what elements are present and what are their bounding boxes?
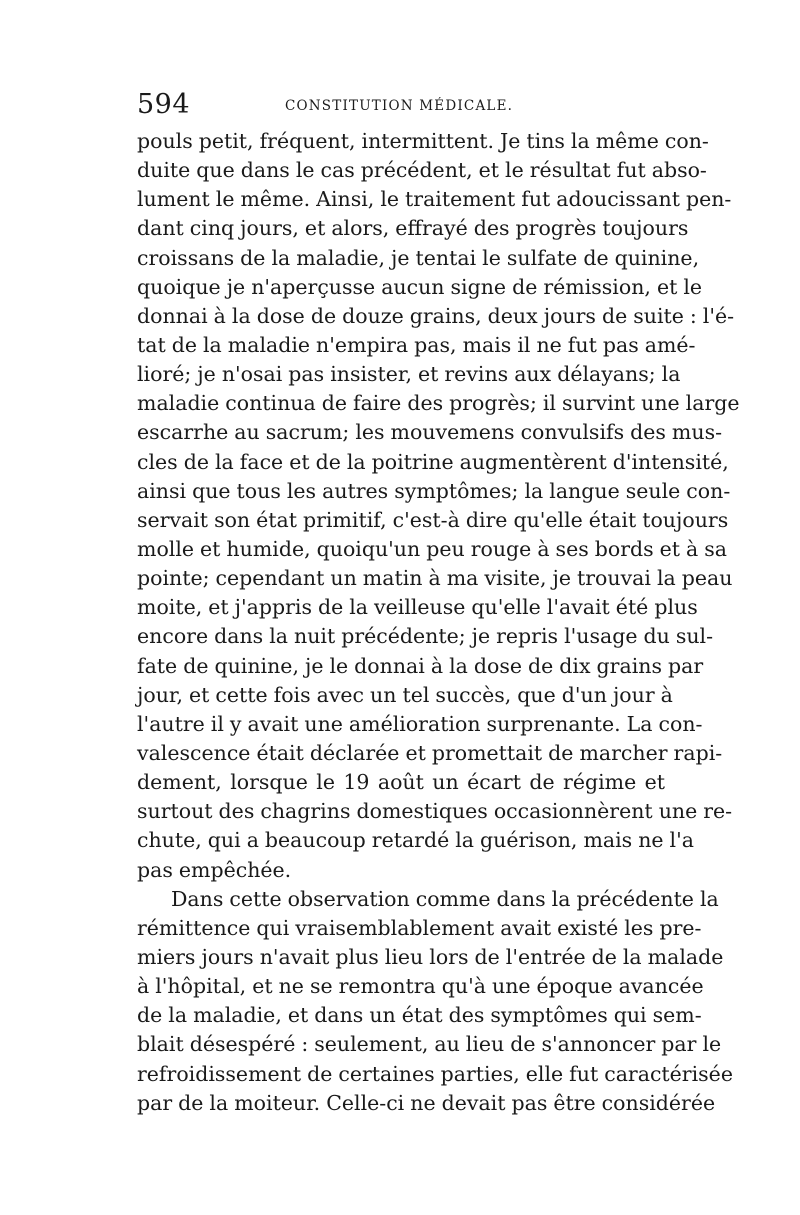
text-line: ainsi que tous les autres symptômes; la langue seule con- [137, 478, 731, 503]
running-title: CONSTITUTION MÉDICALE. [285, 98, 514, 114]
text-line: moite, et j'appris de la veilleuse qu'elle l'avait été plus [137, 595, 698, 620]
text-line: rémittence qui vraisemblablement avait existé les pre- [137, 915, 702, 940]
text-line: miers jours n'avait plus lieu lors de l'entrée de la malade [137, 944, 724, 969]
text-line: encore dans la nuit précédente; je repris l'usage du sul- [137, 624, 714, 649]
text-line: à l'hôpital, et ne se remontra qu'à une époque avancée [137, 974, 704, 999]
text-line: quoique je n'aperçusse aucun signe de rémission, et le [137, 274, 703, 299]
text-line: dement, lorsque le 19 août un écart de régime et [137, 770, 665, 795]
text-line: pouls petit, fréquent, intermittent. Je tins la même con- [137, 129, 709, 153]
text-line: fate de quinine, je le donnai à la dose de dix grains par [137, 653, 704, 678]
text-line: valescence était déclarée et promettait de marcher rapi- [137, 740, 723, 765]
text-line: l'autre il y avait une amélioration surprenante. La con- [137, 711, 703, 736]
text-line: chute, qui a beaucoup retardé la guérison, mais ne l'a [137, 828, 694, 853]
text-line: blait désespéré : seulement, au lieu de s'annoncer par le [137, 1032, 722, 1057]
text-line: refroidissement de certaines parties, elle fut caractérisée [137, 1061, 733, 1086]
text-line: Dans cette observation comme dans la précédente la [171, 886, 719, 911]
text-line: de la maladie, et dans un état des symptômes qui sem- [137, 1003, 702, 1028]
running-head [137, 88, 665, 122]
text-line: molle et humide, quoiqu'un peu rouge à ses bords et à sa [137, 536, 728, 561]
text-line: lument le même. Ainsi, le traitement fut adoucissant pen- [137, 187, 732, 212]
text-line: croissans de la maladie, je tentai le sulfate de quinine, [137, 245, 700, 270]
text-line: surtout des chagrins domestiques occasionnèrent une re- [137, 799, 733, 824]
text-line: tat de la maladie n'empira pas, mais il ne fut pas amé- [137, 332, 696, 357]
body-text [137, 127, 740, 1118]
text-line: par de la moiteur. Celle-ci ne devait pas être considérée [137, 1090, 716, 1115]
text-line: pointe; cependant un matin à ma visite, je trouvai la peau [137, 566, 733, 591]
text-line: dant cinq jours, et alors, effrayé des progrès toujours [137, 216, 689, 241]
text-line: duite que dans le cas précédent, et le résultat fut abso- [137, 158, 707, 183]
page-number: 594 [137, 89, 191, 120]
text-line: lioré; je n'osai pas insister, et revins aux délayans; la [137, 362, 681, 387]
text-line: servait son état primitif, c'est-à dire qu'elle était toujours [137, 507, 729, 532]
text-line: donnai à la dose de douze grains, deux jours de suite : l'é- [137, 303, 735, 328]
text-line: cles de la face et de la poitrine augmentèrent d'intensité, [137, 449, 729, 474]
text-line: escarrhe au sacrum; les mouvemens convulsifs des mus- [137, 420, 723, 445]
text-line: pas empêchée. [137, 857, 292, 882]
text-line: maladie continua de faire des progrès; il survint une large [137, 391, 740, 416]
text-line: jour, et cette fois avec un tel succès, que d'un jour à [137, 682, 673, 707]
